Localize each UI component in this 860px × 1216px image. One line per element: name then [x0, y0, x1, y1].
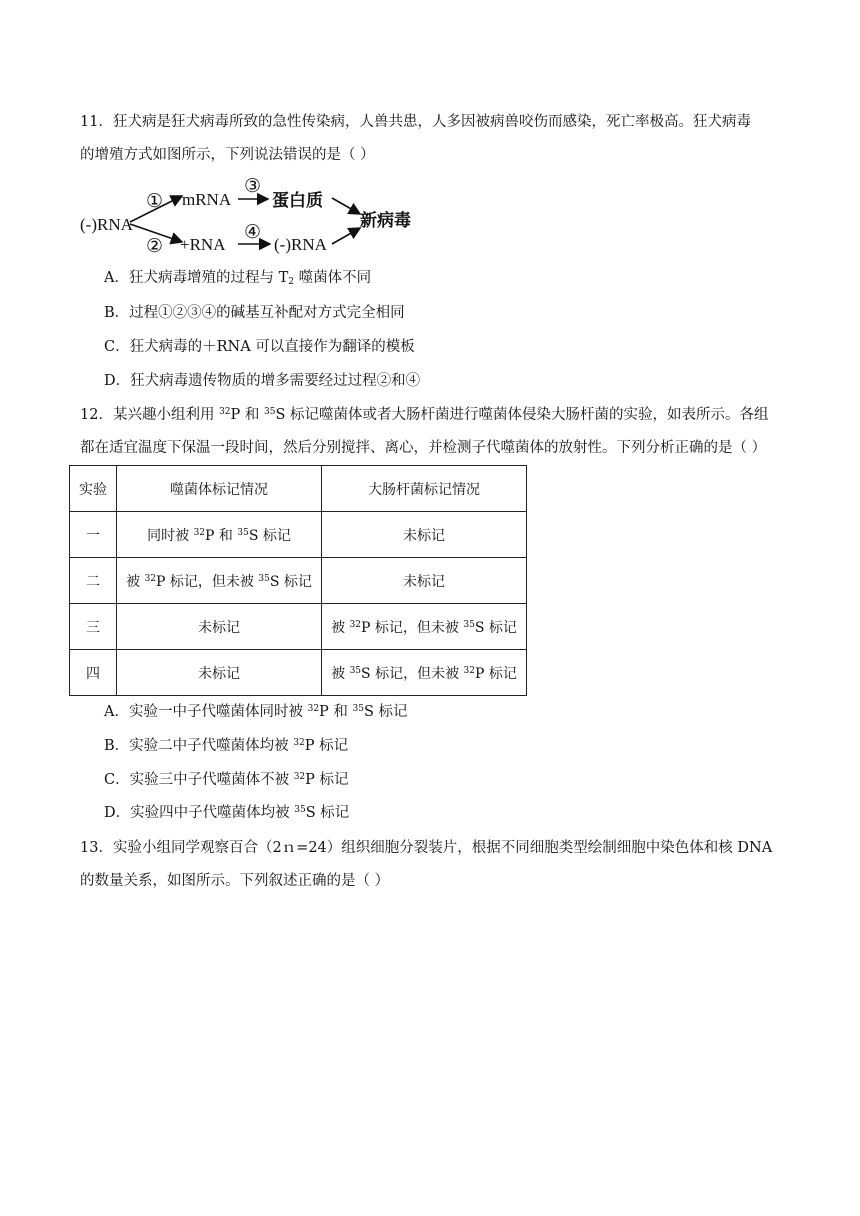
q13-stem-line2: 的数量关系，如图所示。下列叙述正确的是（ ）: [80, 873, 390, 889]
table-row: [70, 604, 527, 650]
header-phage-label: 噬菌体标记情况: [117, 466, 322, 512]
diagram-arrow-5: [332, 198, 360, 214]
cell-phage: 被 $^{32}$P 标记，但未被 $^{35}$S 标记: [117, 558, 322, 604]
q11-option-b: B．过程①②③④的碱基互补配对方式完全相同: [104, 305, 405, 321]
cell-ecoli: 被 $^{35}$S 标记，但未被 $^{32}$P 标记: [322, 650, 527, 696]
q12-stem-line1: 12．某兴趣小组利用 $^{32}$P 和 $^{35}$S 标记噬菌体或者大肠杆菌进行噬菌体侵染大肠杆菌的实验，如表所示。各组: [80, 407, 769, 423]
diagram-step1-label: ①: [146, 191, 164, 212]
cell-phage: 未标记: [117, 650, 322, 696]
table-header-row: [70, 466, 527, 512]
virus-replication-diagram: [78, 174, 418, 258]
q12-option-d: D．实验四中子代噬菌体均被 $^{35}$S 标记: [104, 805, 350, 821]
diagram-start-rna: (-)RNA: [80, 215, 133, 234]
q12-option-c: C．实验三中子代噬菌体不被 $^{32}$P 标记: [104, 772, 349, 788]
diagram-step3-label: ③: [244, 176, 262, 197]
cell-exp: 二: [70, 558, 117, 604]
diagram-mrna: mRNA: [182, 190, 232, 209]
q12-experiment-table: [69, 465, 527, 696]
cell-exp: 一: [70, 512, 117, 558]
diagram-minus-rna: (-)RNA: [274, 235, 327, 254]
table-row: [70, 650, 527, 696]
header-ecoli-label: 大肠杆菌标记情况: [322, 466, 527, 512]
diagram-plus-rna: +RNA: [180, 235, 226, 254]
q11-stem-line1: 11．狂犬病是狂犬病毒所致的急性传染病，人兽共患，人多因被病兽咬伤而感染，死亡率极高。狂犬病毒: [80, 114, 751, 130]
cell-ecoli: 被 $^{32}$P 标记，但未被 $^{35}$S 标记: [322, 604, 527, 650]
q12-option-a: A．实验一中子代噬菌体同时被 $^{32}$P 和 $^{35}$S 标记: [104, 704, 408, 720]
q12-stem-line2: 都在适宜温度下保温一段时间，然后分别搅拌、离心，并检测子代噬菌体的放射性。下列分析正确的是（ ）: [80, 440, 767, 456]
cell-ecoli: 未标记: [322, 512, 527, 558]
cell-exp: 三: [70, 604, 117, 650]
cell-exp: 四: [70, 650, 117, 696]
header-experiment: 实验: [70, 466, 117, 512]
q11-option-a: A．狂犬病毒增殖的过程与 $T_2$ 噬菌体不同: [104, 270, 372, 287]
q13-stem-line1: 13．实验小组同学观察百合（2ｎ=24）组织细胞分裂装片，根据不同细胞类型绘制细胞中染色体和核 DNA: [80, 840, 773, 856]
cell-ecoli: 未标记: [322, 558, 527, 604]
q11-option-d: D．狂犬病毒遗传物质的增多需要经过过程②和④: [104, 373, 421, 389]
q11-option-c: C．狂犬病毒的＋RNA 可以直接作为翻译的模板: [104, 339, 415, 355]
diagram-step2-label: ②: [146, 236, 164, 257]
diagram-arrow-6: [332, 228, 360, 244]
cell-phage: 未标记: [117, 604, 322, 650]
table-row: [70, 512, 527, 558]
diagram-new-virus: 新病毒: [360, 211, 411, 230]
diagram-step4-label: ④: [244, 222, 262, 243]
cell-phage: 同时被 $^{32}$P 和 $^{35}$S 标记: [117, 512, 322, 558]
diagram-protein: 蛋白质: [272, 191, 323, 210]
q12-option-b: B．实验二中子代噬菌体均被 $^{32}$P 标记: [104, 738, 349, 754]
q11-stem-line2: 的增殖方式如图所示，下列说法错误的是（ ）: [80, 147, 375, 163]
table-row: [70, 558, 527, 604]
